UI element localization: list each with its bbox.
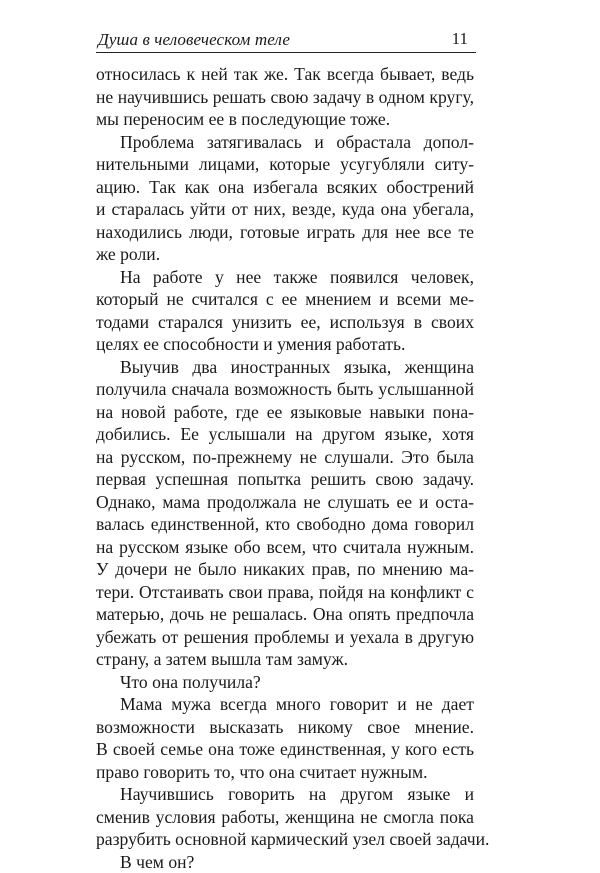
text-line: не научившись решать свою задачу в одном кругу,: [96, 86, 474, 109]
text-line: В своей семье она тоже единственная, у кого есть: [96, 738, 474, 761]
text-line: На работе у нее также появился человек,: [96, 266, 474, 289]
text-line: В чем он?: [96, 851, 474, 873]
text-line: тери. Отстаивать свои права, пойдя на конфликт с: [96, 581, 474, 604]
text-line: нительными лицами, которые усугубляли ситу-: [96, 153, 474, 176]
text-line: матерью, дочь не решалась. Она опять предпочла: [96, 603, 474, 626]
text-line: на новой работе, где ее языковые навыки пона-: [96, 401, 474, 424]
text-line: разрубить основной кармический узел своей задачи.: [96, 828, 474, 851]
text-line: Мама мужа всегда много говорит и не дает: [96, 693, 474, 716]
text-line: на русском языке обо всем, что считала нужным.: [96, 536, 474, 559]
text-line: целях ее способности и умения работать.: [96, 333, 474, 356]
text-line: сменив условия работы, женщина не смогла пока: [96, 806, 474, 829]
text-line: и старалась уйти от них, везде, куда она убегала,: [96, 198, 474, 221]
text-line: на русском, по-прежнему не слушали. Это была: [96, 446, 474, 469]
text-line: тодами старался унизить ее, используя в своих: [96, 311, 474, 334]
text-line: убежать от решения проблемы и уехала в другую: [96, 626, 474, 649]
text-line: Что она получила?: [96, 671, 474, 694]
text-line: Научившись говорить на другом языке и: [96, 783, 474, 806]
text-line: валась единственной, кто свободно дома говорил: [96, 513, 474, 536]
text-line: Однако, мама продолжала не слушать ее и оста-: [96, 491, 474, 514]
text-line: получила сначала возможность быть услышанной: [96, 378, 474, 401]
text-line: возможности высказать никому свое мнение.: [96, 716, 474, 739]
text-line: первая успешная попытка решить свою задачу.: [96, 468, 474, 491]
body-text: [96, 63, 474, 873]
text-line: ацию. Так как она избегала всяких обострений: [96, 176, 474, 199]
text-line: относилась к ней так же. Так всегда бывает, ведь: [96, 63, 474, 86]
text-line: У дочери не было никаких прав, по мнению ма-: [96, 558, 474, 581]
page-number: 11: [452, 29, 468, 49]
header-rule: [96, 52, 476, 53]
text-line: находились люди, готовые играть для нее все те: [96, 221, 474, 244]
header-title: Душа в человеческом теле: [98, 30, 290, 50]
text-line: Проблема затягивалась и обрастала допол-: [96, 131, 474, 154]
running-header: [96, 28, 476, 52]
text-line: который не считался с ее мнением и всеми ме-: [96, 288, 474, 311]
text-line: право говорить то, что она считает нужным.: [96, 761, 474, 784]
text-line: мы переносим ее в последующие тоже.: [96, 108, 474, 131]
text-line: страну, а затем вышла там замуж.: [96, 648, 474, 671]
text-line: Выучив два иностранных языка, женщина: [96, 356, 474, 379]
text-line: добились. Ее услышали на другом языке, хотя: [96, 423, 474, 446]
text-line: же роли.: [96, 243, 474, 266]
